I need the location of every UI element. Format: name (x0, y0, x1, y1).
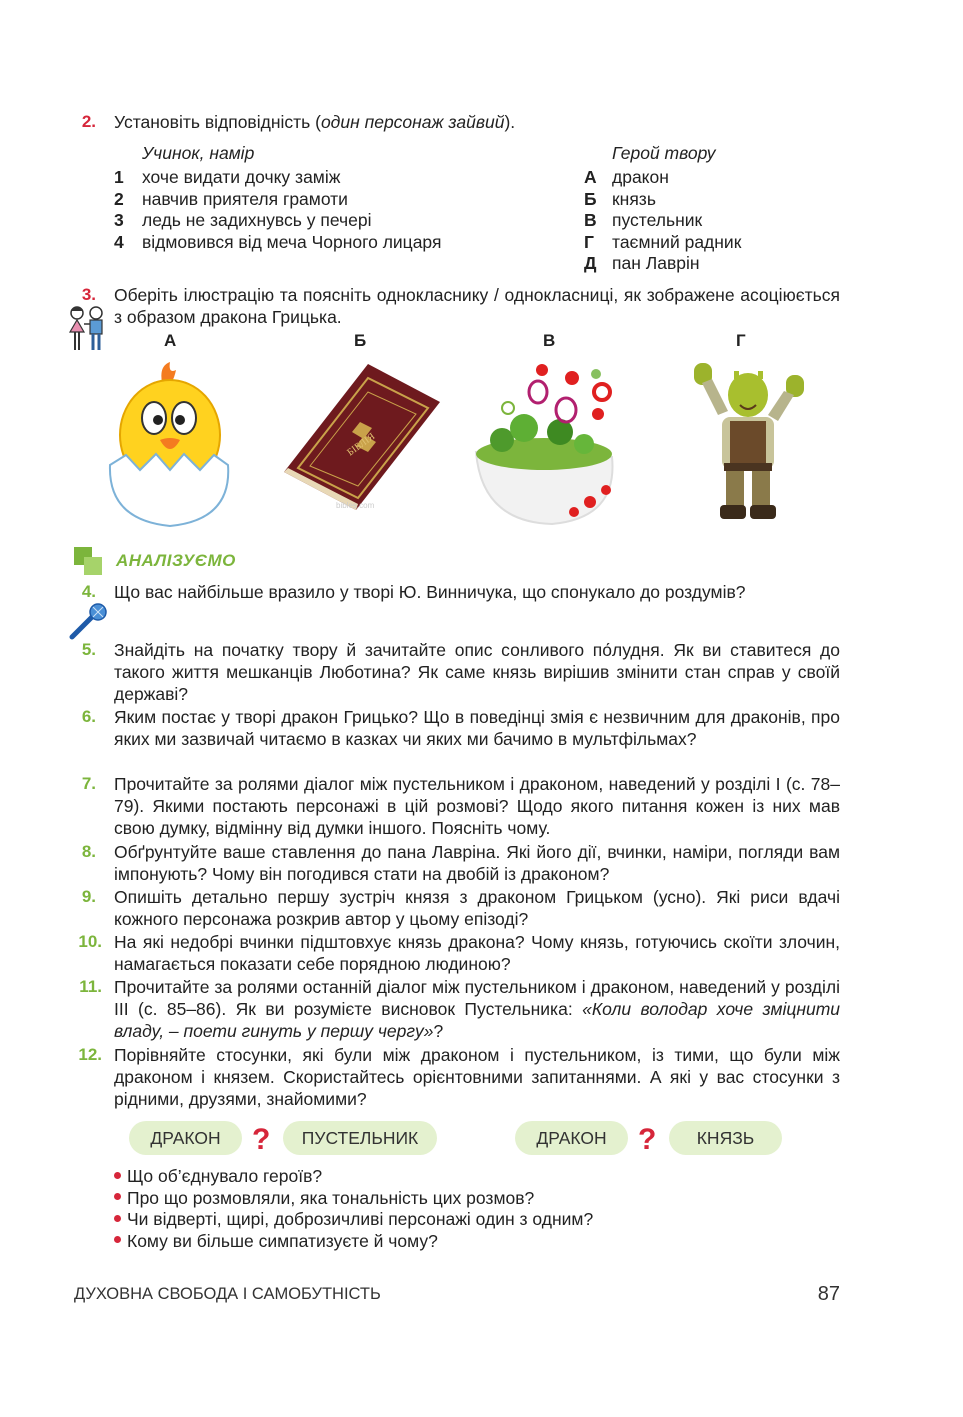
task-text-part: Установіть відповідність ( (114, 112, 321, 132)
watermark: bibles.com (336, 501, 375, 510)
bullet-icon (114, 1215, 121, 1222)
list-item: Г таємний радник (584, 231, 742, 252)
column-header-left: Учинок, намір (142, 143, 255, 163)
list-item: Д пан Лаврін (584, 253, 700, 273)
task-text: Яким постає у творі дракон Грицько? Що в поведінці змія є незвичним для драконів, про яких ми зазвичай читаємо в казках чи яких ми бачимо в мультфільмах? (114, 707, 840, 749)
task-text: Опишіть детально першу зустріч князя з драконом Грицьком (усно). Які риси вдачі кожного персонажа розкрив автор у цьому епізоді? (114, 887, 840, 929)
list-item: 3 ледь не задихнувсь у печері (114, 210, 372, 230)
list-item: А дракон (584, 167, 669, 187)
task-text-end: ). (504, 112, 516, 132)
task-number: 12. (78, 1045, 102, 1064)
option-letter: Б (354, 331, 367, 350)
task-text: Що вас найбільше вразило у творі Ю. Винничука, що спонукало до роздумів? (114, 582, 746, 602)
task-text (114, 111, 515, 133)
chick-illustration (104, 360, 234, 528)
task-number: 5. (81, 640, 96, 659)
question-mark-icon: ? (252, 1123, 271, 1156)
list-item: Кому ви більше симпатизуєте й чому? (114, 1231, 438, 1253)
list-item: Що об’єднувало героїв? (114, 1166, 322, 1188)
task-number: 6. (81, 707, 96, 726)
task-text-italic: один персонаж зайвий (320, 112, 505, 132)
task-text-end: ? (433, 1021, 444, 1041)
list-item: 4 відмовився від меча Чорного лицаря (114, 231, 442, 252)
list-item: Чи відверті, щирі, доброзичливі персонажі один з одним? (114, 1209, 593, 1231)
task-text: Порівняйте стосунки, які були між драконом і пустельником, із тими, що були між драконом і князем. Скористайтесь орієнтовними запитаннями. А які у вас стосунки з рідними, друзями, знайомими? (114, 1045, 840, 1109)
task-text: Оберіть ілюстрацію та поясніть однокласнику / однокласниці, як зображене асоціюється з образом дракона Грицька. (114, 285, 840, 327)
section-marker (84, 557, 102, 575)
task-number: 3. (81, 285, 96, 304)
task-number: 2. (81, 112, 96, 131)
option-letter: Г (736, 331, 746, 350)
task-text: На які недобрі вчинки підштовхує князь дракона? Чому князь, готуючись скоїти злочин, намагається показати себе порядною людиною? (114, 932, 840, 974)
option-letter: В (543, 331, 556, 350)
character-pill: ДРАКОН (515, 1121, 628, 1155)
bullet-icon (114, 1193, 121, 1200)
list-item: 1 хоче видати дочку заміж (114, 167, 341, 187)
task-number: 8. (81, 842, 96, 861)
bullet-icon (114, 1236, 121, 1243)
character-pill: ПУСТЕЛЬНИК (283, 1121, 437, 1155)
task-text: Обґрунтуйте ваше ставлення до пана Лавріна. Які його дії, вчинки, наміри, погляди вам імпонують? Чому він погодився стати на двобій із драконом? (114, 842, 840, 884)
list-item: Про що розмовляли, яка тональність цих розмов? (114, 1188, 534, 1210)
task-number: 9. (81, 887, 96, 906)
book-title: БІБЛІЯ (345, 431, 378, 459)
list-item: Б князь (584, 188, 656, 209)
task-number: 4. (81, 582, 96, 601)
quote: «Коли володар хоче зміцнити владу, – поети гинуть у першу чергу» (114, 999, 841, 1041)
task-number: 11. (79, 977, 102, 996)
footer-title: ДУХОВНА СВОБОДА І САМОБУТНІСТЬ (74, 1285, 381, 1303)
task-text-part: Прочитайте за ролями останній діалог між пустельником і драконом, наведений у розділі ІІІ (с. 85–86). Як ви розумієте висновок Пустельника: (114, 977, 840, 1019)
section-title: АНАЛІЗУЄМО (116, 551, 236, 570)
list-item: 2 навчив приятеля грамоти (114, 188, 348, 209)
character-pill: КНЯЗЬ (669, 1121, 782, 1155)
ogre-illustration (682, 355, 814, 525)
option-letter: А (164, 331, 177, 350)
task-text: Прочитайте за ролями діалог між пустельником і драконом, наведений у розділі І (с. 78–79). Якими постають персонажі в цій розмові? Щодо якого питання кожен із них мав свою думку, відмінну від думки іншого. Поясніть чому. (114, 774, 840, 838)
task-text: Знайдіть на початку твору й зачитайте опис сонливого по́лудня. Як ви ставитеся до такого життя мешканців Люботина? Як саме князь вирішив змінити стан справ у своїй державі? (114, 640, 840, 704)
task-text (114, 976, 840, 1042)
page-number: 87 (817, 1283, 840, 1305)
character-pill: ДРАКОН (129, 1121, 242, 1155)
question-mark-icon: ? (638, 1123, 657, 1156)
task-number: 7. (81, 774, 96, 793)
microphone-icon (68, 603, 110, 641)
salad-illustration (472, 362, 622, 527)
pair-work-icon (66, 304, 108, 354)
task-number: 10. (78, 932, 102, 951)
bullet-icon (114, 1172, 121, 1179)
list-item: В пустельник (584, 210, 703, 230)
column-header-right: Герой твору (612, 143, 716, 163)
bible-illustration (276, 362, 444, 512)
